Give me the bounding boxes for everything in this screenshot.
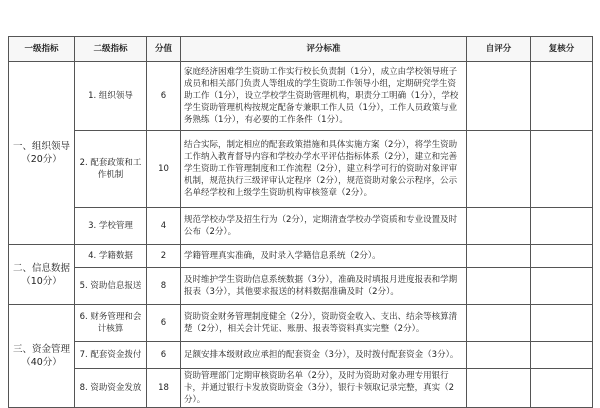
self-score-cell[interactable] <box>467 369 531 408</box>
score-cell: 10 <box>147 131 181 208</box>
score-cell: 18 <box>147 369 181 408</box>
level2-cell: 8. 资助资金发放 <box>75 369 147 408</box>
criteria-cell: 规范学校办学及招生行为（2分），定期清查学校办学资质和专业设置及时公布（2分）。 <box>181 208 467 245</box>
level1-label: 一、组织领导 （20分） <box>12 141 70 165</box>
header-review-score: 复核分 <box>531 37 593 62</box>
criteria-cell: 足额安排本级财政应承担的配套资金（3分），及时拨付配套资金（3分）。 <box>181 342 467 369</box>
criteria-cell: 学籍管理真实准确，及时录入学籍信息系统（2分）。 <box>181 245 467 268</box>
level2-cell: 5. 资助信息报送 <box>75 268 147 305</box>
criteria-cell: 及时维护学生资助信息系统数据（3分），准确及时填报月进度报表和学期报表（3分），其他要求报送的材料数据准确及时（2分）。 <box>181 268 467 305</box>
table-row <box>9 208 593 245</box>
evaluation-table <box>8 36 593 408</box>
self-score-cell[interactable] <box>467 62 531 131</box>
level2-cell: 7. 配套资金拨付 <box>75 342 147 369</box>
review-score-cell[interactable] <box>531 268 593 305</box>
level1-cell <box>9 245 75 305</box>
score-cell: 2 <box>147 245 181 268</box>
table-row <box>9 342 593 369</box>
self-score-cell[interactable] <box>467 342 531 369</box>
self-score-cell[interactable] <box>467 131 531 208</box>
level1-cell <box>9 62 75 245</box>
review-score-cell[interactable] <box>531 245 593 268</box>
table-row <box>9 268 593 305</box>
level2-cell: 4. 学籍数据 <box>75 245 147 268</box>
level2-cell: 1. 组织领导 <box>75 62 147 131</box>
score-cell: 8 <box>147 268 181 305</box>
table-row <box>9 369 593 408</box>
self-score-cell[interactable] <box>467 305 531 342</box>
level1-cell <box>9 305 75 408</box>
level1-label: 二、信息数据 （10分） <box>12 262 70 287</box>
review-score-cell[interactable] <box>531 305 593 342</box>
table-row <box>9 245 593 268</box>
level1-label: 三、资金管理 （40分） <box>12 344 70 368</box>
header-level1: 一级指标 <box>9 37 75 62</box>
table-row <box>9 131 593 208</box>
criteria-cell: 家庭经济困难学生资助工作实行校长负责制（1分），成立由学校领导班子成员和相关部门负责人等组成的学生资助工作领导小组，定期研究学生资助工作（1分），设立学校学生资助管理机构，职责分工明确（1分），学校学生资助管理机构按规定配备专兼职工作人员（1分），工作人员政策与业务熟练（1分），有必要的工作条件（1分）。 <box>181 62 467 131</box>
review-score-cell[interactable] <box>531 62 593 131</box>
header-level2: 二级指标 <box>75 37 147 62</box>
criteria-cell: 资助管理部门定期审核资助名单（2分），及时为资助对象办理专用银行卡，并通过银行卡发放资助资金（3分），银行卡领取记录完整，真实（2分）。 <box>181 369 467 408</box>
review-score-cell[interactable] <box>531 208 593 245</box>
level2-cell: 6. 财务管理和会计核算 <box>75 305 147 342</box>
evaluation-sheet <box>8 36 592 408</box>
level2-cell: 2. 配套政策和工作机制 <box>75 131 147 208</box>
header-score: 分值 <box>147 37 181 62</box>
table-row <box>9 305 593 342</box>
header-self-score: 自评分 <box>467 37 531 62</box>
self-score-cell[interactable] <box>467 268 531 305</box>
review-score-cell[interactable] <box>531 342 593 369</box>
review-score-cell[interactable] <box>531 131 593 208</box>
score-cell: 6 <box>147 342 181 369</box>
score-cell: 6 <box>147 305 181 342</box>
self-score-cell[interactable] <box>467 245 531 268</box>
level2-cell: 3. 学校管理 <box>75 208 147 245</box>
header-criteria: 评分标准 <box>181 37 467 62</box>
review-score-cell[interactable] <box>531 369 593 408</box>
self-score-cell[interactable] <box>467 208 531 245</box>
score-cell: 4 <box>147 208 181 245</box>
header-row <box>9 37 593 62</box>
table-row <box>9 62 593 131</box>
criteria-cell: 结合实际，制定相应的配套政策措施和具体实施方案（2分），将学生资助工作纳入教育督导内容和学校办学水平评估指标体系（2分），建立和完善学生资助工作管理制度和工作流程（2分），建立科学可行的资助对象评审机制，规范执行三级评审认定程序（2分），规范资助对象公示程序，公示名单经学校和上级学生资助机构审核签章（2分）。 <box>181 131 467 208</box>
score-cell: 6 <box>147 62 181 131</box>
criteria-cell: 资助资金财务管理制度健全（2分），资助资金收入、支出、结余等核算清楚（2分），相关会计凭证、账册、报表等资料真实完整（2分）。 <box>181 305 467 342</box>
